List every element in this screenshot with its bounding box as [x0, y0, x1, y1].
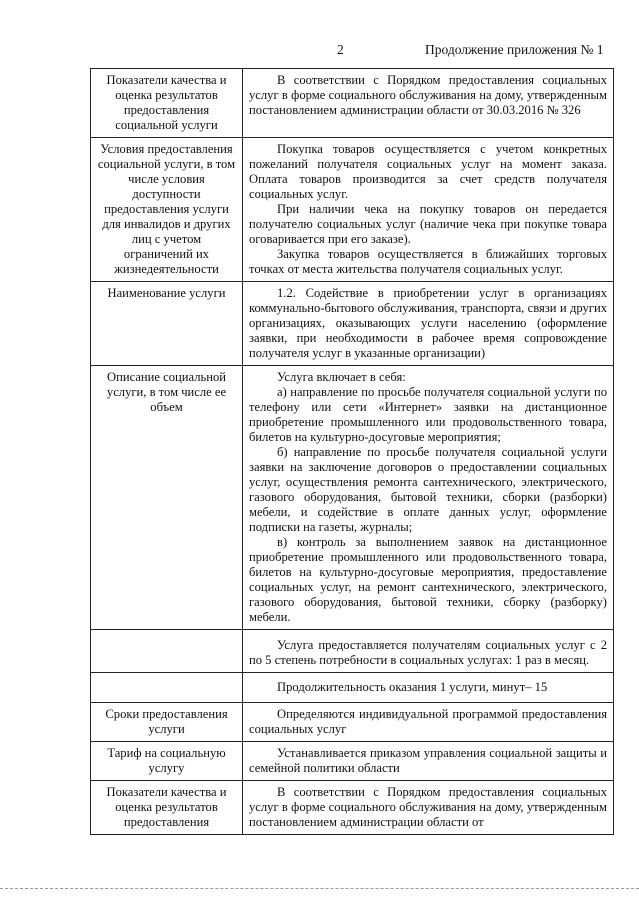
paragraph: Продолжительность оказания 1 услуги, минут– 15	[277, 680, 548, 694]
table-row-tariff	[91, 742, 614, 781]
table-row-duration	[91, 673, 614, 703]
row-value	[243, 630, 614, 673]
paragraph: Услуга включает в себя:	[277, 370, 406, 384]
paragraph: б) направление по просьбе получателя социальной услуги заявки на заключение договоров о предоставлении социальных услуг, осуществления ремонта сантехнического, электрического, газового оборудования, бытовой техники, сборки (разборки) мебели, и содействие в оплате данных услуг, оформление подписки на газеты, журналы;	[249, 445, 607, 534]
table-row-service-description	[91, 366, 614, 630]
paragraph: Покупка товаров осуществляется с учетом конкретных пожеланий получателя социальных услуг на момент заказа. Оплата товаров производится за счет средств получателя социальных услуг.	[249, 142, 607, 201]
row-label	[91, 630, 243, 673]
row-value	[243, 282, 614, 366]
row-label: Условия предоставления социальной услуги, в том числе условия доступности предоставления услуги для инвалидов и других лиц с учетом ограничений их жизнедеятельности	[91, 138, 243, 282]
table-row-deadlines	[91, 703, 614, 742]
table-row-conditions	[91, 138, 614, 282]
table-row-frequency	[91, 630, 614, 673]
appendix-continuation-note: Продолжение приложения № 1	[425, 42, 604, 57]
paragraph: 1.2. Содействие в приобретении услуг в организациях коммунально-бытового обслуживания, транспорта, связи и других организациях, оказывающих услуги населению (оформление заявки, при необходимости в рабочее время сопровождение получателя услуг в указанные организации)	[249, 286, 607, 360]
paragraph: Услуга предоставляется получателям социальных услуг с 2 по 5 степень потребности в социальных услугах: 1 раз в месяц.	[249, 638, 607, 667]
row-label: Описание социальной услуги, в том числе ее объем	[91, 366, 243, 630]
row-value	[243, 781, 614, 835]
row-value	[243, 366, 614, 630]
paragraph: При наличии чека на покупку товаров он передается получателю социальных услуг (наличие чека при покупке товара оговаривается при его заказе).	[249, 202, 607, 246]
row-label: Показатели качества и оценка результатов предоставления социальной услуги	[91, 69, 243, 138]
row-value	[243, 69, 614, 138]
paragraph: Определяются индивидуальной программой предоставления социальных услуг	[249, 707, 607, 736]
table-row-service-name	[91, 282, 614, 366]
paragraph: в) контроль за выполнением заявок на дистанционное приобретение промышленного или продовольственного товара, билетов на культурно-досуговые мероприятия, предоставление социальных услуг, на ремонт сантехнического, электрического, газового оборудования, бытовой техники, сборку (разборку) мебели.	[249, 535, 607, 624]
row-label: Наименование услуги	[91, 282, 243, 366]
paragraph: Устанавливается приказом управления социальной защиты и семейной политики области	[249, 746, 607, 775]
table-row-quality-indicators	[91, 69, 614, 138]
paragraph: В соответствии с Порядком предоставления социальных услуг в форме социального обслуживания на дому, утвержденным постановлением администрации области от 30.03.2016 № 326	[249, 73, 607, 117]
row-value	[243, 703, 614, 742]
scan-edge-line	[0, 888, 639, 889]
row-label: Сроки предоставления услуги	[91, 703, 243, 742]
row-value	[243, 742, 614, 781]
paragraph: В соответствии с Порядком предоставления социальных услуг в форме социального обслуживания на дому, утвержденным постановлением администрации области от	[249, 785, 607, 829]
row-label	[91, 673, 243, 703]
paragraph: а) направление по просьбе получателя социальной услуги по телефону или сети «Интернет» заявки на дистанционное приобретение промышленного или продовольственного товара, билетов на культурно-досуговые мероприятия;	[249, 385, 607, 444]
service-description-table	[90, 68, 614, 835]
row-label: Тариф на социальную услугу	[91, 742, 243, 781]
page-number: 2	[337, 42, 344, 57]
row-value	[243, 138, 614, 282]
row-label: Показатели качества и оценка результатов предоставления	[91, 781, 243, 835]
row-value	[243, 673, 614, 703]
paragraph: Закупка товаров осуществляется в ближайших торговых точках от места жительства получателя социальных услуг.	[249, 247, 607, 276]
table-row-quality-indicators-continued	[91, 781, 614, 835]
